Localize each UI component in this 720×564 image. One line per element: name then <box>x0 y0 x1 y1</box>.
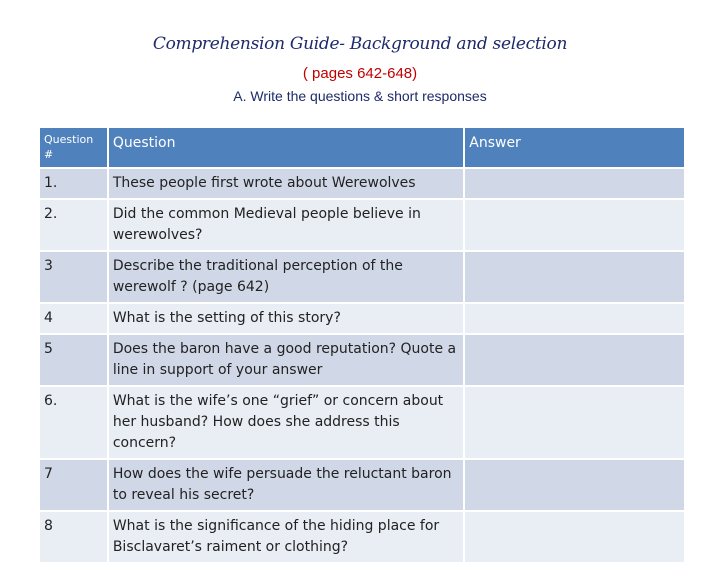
table-row <box>40 460 684 510</box>
question-number: 1. <box>40 169 107 198</box>
answer-cell[interactable] <box>465 169 684 198</box>
answer-cell[interactable] <box>465 387 684 458</box>
page-title: Comprehension Guide- Background and selection <box>152 34 568 54</box>
answer-cell[interactable] <box>465 335 684 385</box>
column-header-answer: Answer <box>465 128 684 167</box>
page-range: ( pages 642-648) <box>302 65 418 82</box>
table-row <box>40 304 684 333</box>
answer-cell[interactable] <box>465 460 684 510</box>
question-number: 4 <box>40 304 107 333</box>
answer-cell[interactable] <box>465 252 684 302</box>
question-number: 3 <box>40 252 107 302</box>
question-number: 2. <box>40 200 107 250</box>
question-text: Describe the traditional perception of the werewolf ? (page 642) <box>109 252 463 302</box>
question-text: What is the significance of the hiding place for Bisclavaret’s raiment or clothing? <box>109 512 463 562</box>
question-text: Does the baron have a good reputation? Quote a line in support of your answer <box>109 335 463 385</box>
question-number: 5 <box>40 335 107 385</box>
question-text: What is the wife’s one “grief” or concern about her husband? How does she address this concern? <box>109 387 463 458</box>
instruction-text: A. Write the questions & short responses <box>233 88 487 104</box>
question-text: How does the wife persuade the reluctant baron to reveal his secret? <box>109 460 463 510</box>
question-number: 7 <box>40 460 107 510</box>
table-row <box>40 387 684 458</box>
answer-cell[interactable] <box>465 304 684 333</box>
table-header-row <box>40 128 684 167</box>
question-text: These people first wrote about Werewolves <box>109 169 463 198</box>
column-header-question: Question <box>109 128 463 167</box>
table-row <box>40 335 684 385</box>
question-text: What is the setting of this story? <box>109 304 463 333</box>
table-row <box>40 252 684 302</box>
table-row <box>40 200 684 250</box>
question-table <box>38 126 686 564</box>
answer-cell[interactable] <box>465 200 684 250</box>
column-header-number: Question # <box>40 128 107 167</box>
answer-cell[interactable] <box>465 512 684 562</box>
table-row <box>40 169 684 198</box>
question-text: Did the common Medieval people believe in werewolves? <box>109 200 463 250</box>
question-number: 6. <box>40 387 107 458</box>
question-number: 8 <box>40 512 107 562</box>
table-row <box>40 512 684 562</box>
